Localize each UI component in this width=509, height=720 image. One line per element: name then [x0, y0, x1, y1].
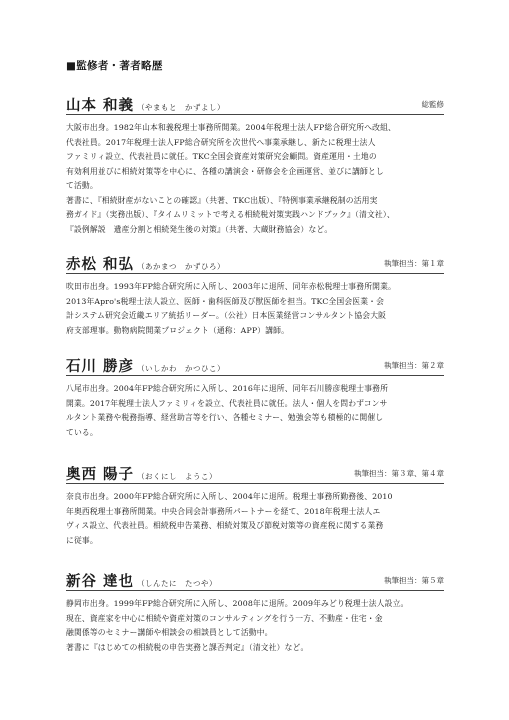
bio-line: 『設例解説 遺産分割と相続発生後の対策』（共著、大蔵財務協会）など。 — [66, 224, 333, 234]
author-name — [66, 463, 217, 484]
profile-okunishi — [66, 461, 444, 548]
bio-line: に従事。 — [66, 535, 98, 545]
bio-line: 現在、資産家を中心に相続や資産対策のコンサルティングを行う一方、不動産・住宅・金 — [66, 613, 383, 623]
bio-line: 著書に、『相続財産がないことの確認』（共著、TKC出版）、『特例事業承継税制の活用実 — [66, 195, 378, 205]
profile-ishikawa — [66, 353, 444, 440]
profile-header — [66, 92, 444, 114]
author-role: 執筆担当：第２章 — [384, 361, 444, 370]
author-reading: （あかまつ かずひろ） — [137, 262, 226, 271]
bio-line: 代表社員。2017年税理士法人FP総合研究所を次世代へ事業承継し、新たに税理士法人 — [66, 137, 376, 147]
bio-line: 府支部理事。動物病院開業プロジェクト（通称：APP）講師。 — [66, 325, 290, 335]
bio-line: 有効利用並びに相続対策等を中心に、各種の講演会・研修会を企画運営、並びに講師とし — [66, 166, 384, 176]
bio-line: 務ガイド』（実務出版）、『タイムリミットで考える相続税対策実践ハンドブック』（清文社）、 — [66, 210, 395, 219]
author-role: 総監修 — [421, 100, 444, 109]
bio-line: ヴィス設立、代表社員。相続税申告業務、相続対策及び節税対策等の資産税に関する業務 — [66, 521, 384, 530]
bio-line: 著書に『はじめての相続税の申告実務と課否判定』（清文社）など。 — [66, 642, 309, 652]
author-name-text: 赤松 和弘 — [66, 256, 135, 273]
author-name-text: 奥西 陽子 — [66, 466, 135, 483]
author-name — [66, 253, 225, 274]
author-name-text: 新谷 達也 — [66, 573, 135, 590]
author-reading: （おくにし ようこ） — [137, 472, 218, 481]
author-reading: （やまもと かずよし） — [137, 103, 226, 112]
bio-line: て活動。 — [66, 181, 98, 190]
author-name — [66, 94, 225, 115]
profile-header — [66, 353, 444, 375]
bio-line: ルタント業務や税務指導、経営助言等を行い、各種セミナー、勉強会等も積極的に開催し — [66, 413, 384, 422]
profile-header — [66, 251, 444, 273]
bio-line: 開業。2017年税理士法人ファミリィを設立、代表社員に就任。法人・個人を問わずコンサ — [66, 398, 388, 408]
bio-line: 静岡市出身。1999年FP総合研究所に入所し、2008年に退所。2009年みどり税理士法人設立。 — [66, 599, 409, 608]
author-bio — [66, 121, 444, 237]
bio-line: 融関係等のセミナー講師や相談会の相談員として活動中。 — [66, 628, 273, 637]
author-role: 執筆担当：第３章、第４章 — [354, 469, 444, 478]
author-bio — [66, 280, 444, 338]
author-name — [66, 570, 217, 591]
bio-line: 計システム研究会近畿エリア統括リーダー。（公社）日本医業経営コンサルタント協会大阪 — [66, 311, 387, 320]
bio-line: ている。 — [66, 427, 98, 437]
bio-line: 年奥西税理士事務所開業。中央合同会計事務所パートナーを経て、2018年税理士法人エ — [66, 506, 381, 516]
section-title: ■監修者・著者略歴 — [66, 60, 163, 72]
author-role: 執筆担当：第１章 — [384, 259, 444, 268]
author-name-text: 石川 勝彦 — [66, 358, 135, 375]
author-name-text: 山本 和義 — [66, 97, 135, 114]
author-reading: （いしかわ かつひこ） — [137, 364, 226, 373]
author-bio — [66, 382, 444, 440]
author-bio — [66, 597, 444, 655]
profile-akamatsu — [66, 251, 444, 338]
bio-line: 八尾市出身。2004年FP総合研究所に入所し、2016年に退所、同年石川勝彦税理士事務所 — [66, 384, 389, 393]
bio-line: 吹田市出身。1993年FP総合研究所に入所し、2003年に退所、同年赤松税理士事務所開業。 — [66, 282, 396, 291]
profile-shintani — [66, 568, 444, 655]
author-reading: （しんたに たつや） — [137, 579, 218, 588]
bio-line: 2013年Apro's税理士法人設立、医師・歯科医師及び獣医師を担当。TKC全国会医業・会 — [66, 296, 385, 306]
author-name — [66, 355, 225, 376]
profile-header — [66, 568, 444, 590]
bio-line: ファミリィ設立、代表社員に就任。TKC全国会資産対策研究会顧問。資産運用・土地の — [66, 152, 377, 161]
profile-header — [66, 461, 444, 483]
bio-line: 大阪市出身。1982年山本和義税理士事務所開業。2004年税理士法人FP総合研究所へ改組、 — [66, 123, 396, 132]
profile-yamamoto — [66, 92, 444, 237]
bio-line: 奈良市出身。2000年FP総合研究所に入所し、2004年に退所。税理士事務所勤務後、2010 — [66, 492, 393, 501]
author-role: 執筆担当：第５章 — [384, 576, 444, 585]
author-bio — [66, 490, 444, 548]
